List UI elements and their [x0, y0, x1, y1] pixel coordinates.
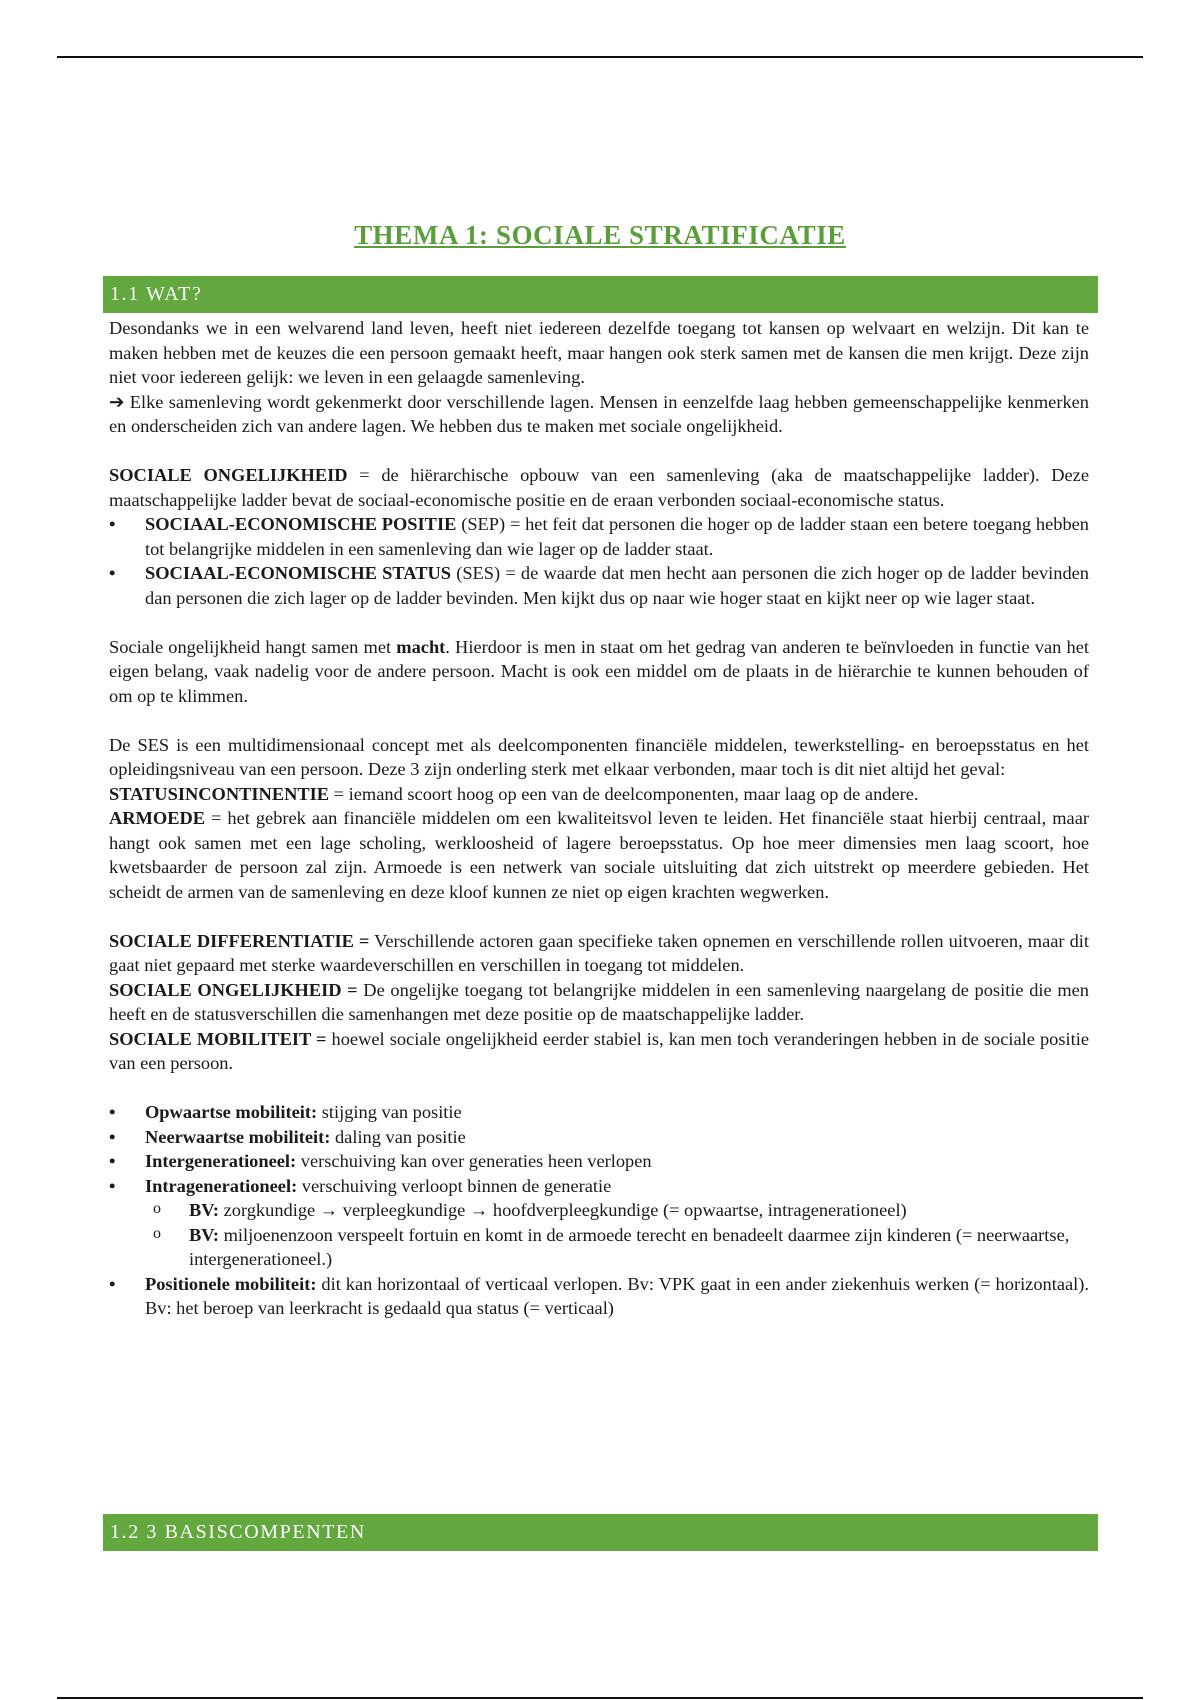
list-item: • Opwaartse mobiliteit: stijging van positie	[109, 1100, 1089, 1125]
definition-armoede: ARMOEDE = het gebrek aan financiële middelen om een kwaliteitsvol leven te leiden. Het financiële staat hierbij centraal, maar hangt ook samen met een lage scholing, werkloosheid of lagere beroepsstatus. Op hoe meer dimensies men laag scoort, hoe kwetsbaarder de persoon zal zijn. Armoede is een netwerk van sociale uitsluiting dat zich uitstrekt op meerdere gebieden. Het scheidt de armen van de samenleving en deze kloof kunnen ze niet op eigen krachten wegwerken.	[109, 808, 1089, 902]
sub-list-item: o BV: miljoenenzoon verspeelt fortuin en komt in de armoede terecht en benadeelt daarmee zijn kinderen (= neerwaartse, intergenerationeel.)	[109, 1223, 1089, 1272]
paragraph-macht: Sociale ongelijkheid hangt samen met macht. Hierdoor is men in staat om het gedrag van anderen te beïnvloeden in functie van het eigen belang, vaak nadelig voor de andere persoon. Macht is ook een middel om de plaats in de hiërarchie te kunnen behouden of om op te klimmen.	[109, 636, 1089, 706]
mobility-list	[109, 1100, 1089, 1321]
list-item-positionele: • Positionele mobiliteit: dit kan horizontaal of verticaal verlopen. Bv: VPK gaat in een ander ziekenhuis werken (= horizontaal). Bv: het beroep van leerkracht is gedaald qua status (= verticaal)	[109, 1272, 1089, 1321]
definition-sociale-ongelijkheid: SOCIALE ONGELIJKHEID = de hiërarchische opbouw van een samenleving (aka de maatschappelijke ladder). Deze maatschappelijke ladder bevat de sociaal-economische positie en de eraan verbonden sociaal-economische status.	[109, 465, 1089, 510]
arrow-paragraph: ➔ Elke samenleving wordt gekenmerkt door verschillende lagen. Mensen in eenzelfde laag hebben gemeenschappelijke kenmerken en onderscheiden zich van andere lagen. We hebben dus te maken met sociale ongelijkheid.	[109, 391, 1089, 436]
sub-list-item: o BV: zorgkundige → verpleegkundige → hoofdverpleegkundige (= opwaartse, intragenerationeel)	[109, 1198, 1089, 1223]
section-heading-1: 1.1 WAT?	[103, 276, 1098, 313]
page-title: THEMA 1: SOCIALE STRATIFICATIE	[354, 220, 846, 250]
bullet-sep: • SOCIAAL-ECONOMISCHE POSITIE (SEP) = het feit dat personen die hoger op de ladder staan een betere toegang hebben tot belangrijke middelen in een samenleving dan wie lager op de ladder staat.	[109, 512, 1089, 561]
definition-statusincontinentie: STATUSINCONTINENTIE = iemand scoort hoog op een van de deelcomponenten, maar laag op de andere.	[109, 783, 919, 804]
intro-paragraph: Desondanks we in een welvarend land leven, heeft niet iedereen dezelfde toegang tot kansen op welvaart en welzijn. Dit kan te maken hebben met de keuzes die een persoon gemaakt heeft, maar hangen ook sterk samen met de kansen die men krijgt. Deze zijn niet voor iedereen gelijk: we leven in een gelaagde samenleving.	[109, 318, 1089, 387]
definition-sociale-ongelijkheid-2: SOCIALE ONGELIJKHEID = De ongelijke toegang tot belangrijke middelen in een samenleving naargelang de positie die men heeft en de statusverschillen die samenhangen met deze positie op de maatschappelijke ladder.	[109, 979, 1089, 1024]
definition-sociale-differentiatie: SOCIALE DIFFERENTIATIE = Verschillende actoren gaan specifieke taken opnemen en verschillende rollen uitvoeren, maar dit gaat niet gepaard met sterke waardeverschillen en verschillen in toegang tot middelen.	[109, 930, 1089, 975]
definition-sociale-mobiliteit: SOCIALE MOBILITEIT = hoewel sociale ongelijkheid eerder stabiel is, kan men toch veranderingen hebben in de sociale positie van een persoon.	[109, 1028, 1090, 1073]
footer-rule	[57, 1697, 1143, 1699]
paragraph-ses: De SES is een multidimensionaal concept met als deelcomponenten financiële middelen, tewerkstelling- en beroepsstatus en het opleidingsniveau van een persoon. Deze 3 zijn onderling sterk met elkaar verbonden, maar toch is dit niet altijd het geval:	[109, 734, 1089, 779]
section-1-body	[109, 316, 1089, 1321]
header-rule	[57, 56, 1143, 58]
list-item: • Neerwaartse mobiliteit: daling van positie	[109, 1125, 1089, 1150]
list-item: • Intergenerationeel: verschuiving kan over generaties heen verlopen	[109, 1149, 1089, 1174]
bullet-ses: • SOCIAAL-ECONOMISCHE STATUS (SES) = de waarde dat men hecht aan personen die zich hoger op de ladder bevinden dan personen die zich lager op de ladder bevinden. Men kijkt dus op naar wie hoger staat en kijkt neer op wie lager staat.	[109, 561, 1089, 610]
list-item: • Intragenerationeel: verschuiving verloopt binnen de generatie	[109, 1174, 1089, 1199]
arrow-right-icon: ➔	[109, 391, 125, 412]
section-heading-2: 1.2 3 BASISCOMPENTEN	[103, 1514, 1098, 1551]
